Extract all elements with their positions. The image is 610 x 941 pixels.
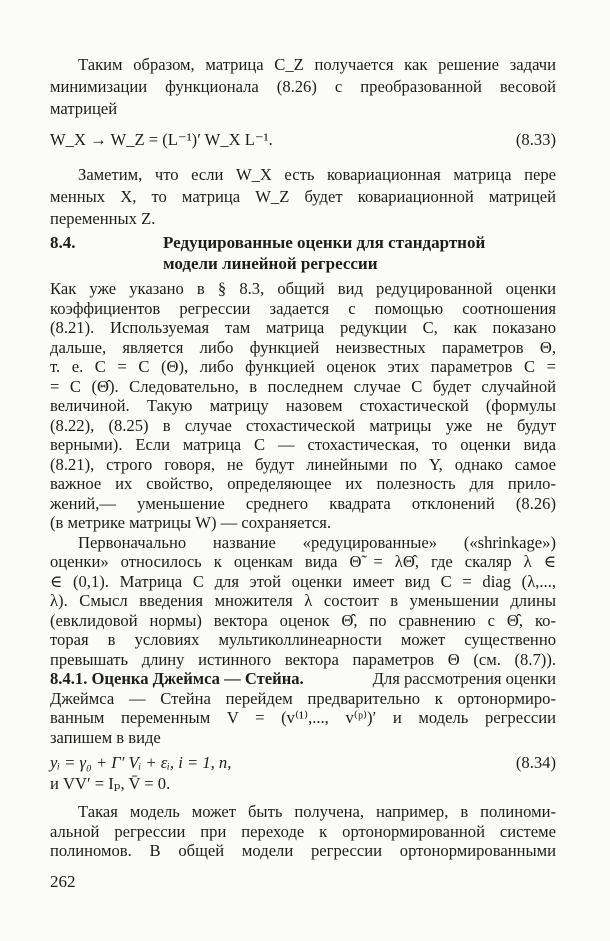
text-line: матрицей bbox=[50, 99, 118, 118]
text-line: (8.22), (8.25) в случае стохастической матрицы уже не будут bbox=[50, 415, 556, 435]
equation-8-34: yᵢ = γ₀ + Γ′ Vᵢ + εᵢ, i = 1, n, bbox=[50, 753, 232, 772]
text-line: коэффициентов регрессии задается с помощью соотношения bbox=[50, 298, 556, 318]
text-line: т. е. C = C (Θ), либо функцией оценок этих параметров C = bbox=[50, 357, 556, 376]
section-number: 8.4. bbox=[50, 233, 76, 252]
text-line: ∈ (0,1). Матрица C для этой оценки имеет вид C = diag (λ,..., bbox=[50, 571, 556, 591]
text-line: запишем в виде bbox=[50, 727, 161, 747]
text-line: = C (Θ̂). Следовательно, в последнем случае C будет случайной bbox=[50, 376, 556, 396]
text-line: (евклидовой нормы) вектора оценок Θ̂, по сравнению с Θ̂, ко- bbox=[50, 610, 556, 630]
text-line: оценки» относилось к оценкам вида Θ̃ = λΘ̂, где скаляр λ ∈ bbox=[50, 552, 556, 571]
equation-number: (8.34) bbox=[515, 753, 556, 772]
subsection-heading: 8.4.1. Оценка Джеймса — Стейна. bbox=[50, 669, 304, 688]
equation-condition: и VV′ = Iₚ, V̄ = 0. bbox=[50, 774, 171, 793]
text-line: альной регрессии при переходе к ортонормированной системе bbox=[50, 821, 556, 841]
text-line: ванным переменным V = (v⁽¹⁾,..., v⁽ᵖ⁾)′ и модель регрессии bbox=[50, 708, 556, 727]
text-line: Заметим, что если W_X есть ковариационная матрица пере bbox=[78, 165, 556, 184]
section-title-line1: Редуцированные оценки для стандартной bbox=[163, 233, 486, 252]
section-title-line2: модели линейной регрессии bbox=[163, 254, 378, 273]
text-line: важное их свойство, определяющее их полезность для прило- bbox=[50, 474, 556, 493]
text-line: минимизации функционала (8.26) с преобразованной весовой bbox=[50, 77, 556, 96]
text-line: переменных Z. bbox=[50, 209, 156, 228]
text-line: жений,— уменьшение среднего квадрата отклонений (8.26) bbox=[50, 493, 556, 513]
text-line: Таким образом, матрица C_Z получается как решение задачи bbox=[78, 55, 556, 74]
text-line: верными). Если матрица C — стохастическая, то оценки вида bbox=[50, 435, 556, 454]
text-line: (8.21). Используемая там матрица редукции C, как показано bbox=[50, 318, 556, 337]
text-line: Первоначально название «редуцированные» («shrinkage») bbox=[78, 532, 556, 552]
text-line: Как уже указано в § 8.3, общий вид редуцированной оценки bbox=[50, 279, 556, 298]
page-number: 262 bbox=[50, 872, 76, 891]
text-line: λ). Смысл введения множителя λ состоит в уменьшении длины bbox=[50, 591, 556, 610]
equation-number: (8.33) bbox=[515, 130, 556, 149]
equation-8-33: W_X → W_Z = (L⁻¹)′ W_X L⁻¹. bbox=[50, 130, 273, 149]
text-line: величиной. Такую матрицу назовем стохастической (формулы bbox=[50, 396, 556, 415]
text-line: Такая модель может быть получена, например, в полиноми- bbox=[78, 802, 556, 821]
text-line: (в метрике матрицы W) — сохраняется. bbox=[50, 513, 332, 532]
text-line: дальше, является либо функцией неизвестных параметров Θ, bbox=[50, 337, 556, 357]
text-line: (8.21), строго говоря, не будут линейными по Y, однако самое bbox=[50, 454, 556, 474]
text-line: торая в условиях мультиколлинеарности может существенно bbox=[50, 630, 556, 649]
text-line: Джеймса — Стейна перейдем предварительно к ортонормиро- bbox=[50, 688, 556, 708]
text-line: менных X, то матрица W_Z будет ковариационной матрицей bbox=[50, 187, 556, 206]
text-line: полиномов. В общей модели регрессии ортонормированными bbox=[50, 841, 556, 860]
text-line: Для рассмотрения оценки bbox=[372, 669, 556, 688]
text-line: превышать длину истинного вектора параметров Θ (см. (8.7)). bbox=[50, 649, 556, 669]
